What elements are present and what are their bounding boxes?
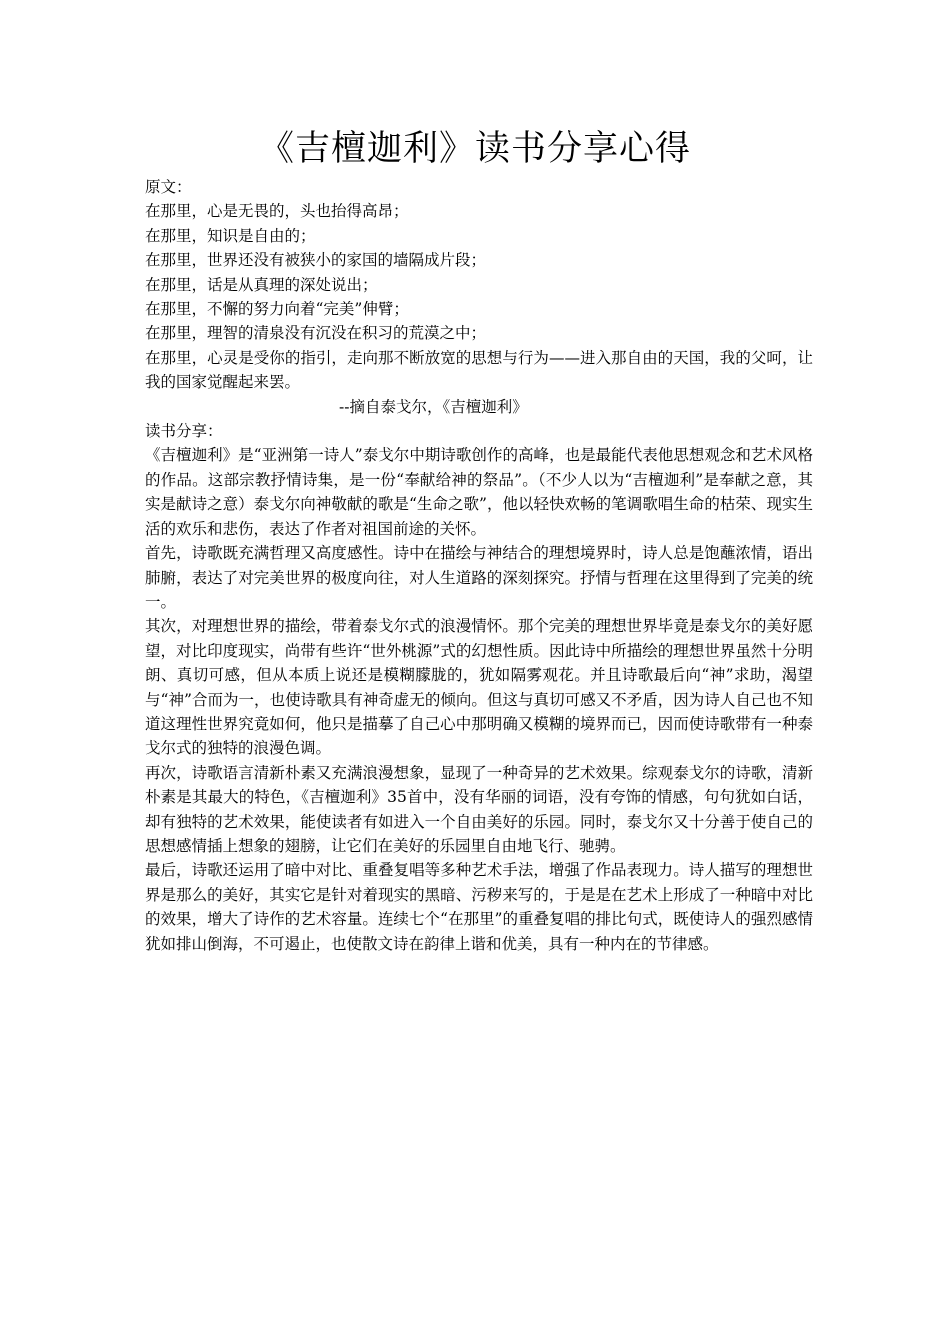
- share-heading: 读书分享：: [145, 422, 223, 441]
- share-paragraph: 再次，诗歌语言清新朴素又充满浪漫想象，显现了一种奇异的艺术效果。综观泰戈尔的诗歌，清新朴素是其最大的特色，《吉檀迦利》35首中，没有华丽的词语，没有夸饰的情感，句句犹如白话，却有独特的艺术效果，能使读者有如进入一个自由美好的乐园。同时，泰戈尔又十分善于使自己的思想感情插上想象的翅膀，让它们在美好的乐园里自由地飞行、驰骋。: [145, 763, 813, 855]
- poem-line: 在那里，话是从真理的深处说出；: [145, 275, 378, 294]
- share-paragraph: 《吉檀迦利》是“亚洲第一诗人”泰戈尔中期诗歌创作的高峰，也是最能代表他思想观念和艺术风格的作品。这部宗教抒情诗集，是一份“奉献给神的祭品”。（不少人以为“吉檀迦利”是奉献之意，其实是献诗之意）泰戈尔向神敬献的歌是“生命之歌”，他以轻快欢畅的笔调歌唱生命的枯荣、现实生活的欢乐和悲伤，表达了作者对祖国前途的关怀。: [145, 446, 813, 538]
- share-paragraph: 其次，对理想世界的描绘，带着泰戈尔式的浪漫情怀。那个完美的理想世界毕竟是泰戈尔的美好愿望，对比印度现实，尚带有些许“世外桃源”式的幻想性质。因此诗中所描绘的理想世界虽然十分明朗、真切可感，但从本质上说还是模糊朦胧的，犹如隔雾观花。并且诗歌最后向“神”求助，渴望与“神”合而为一，也使诗歌具有神奇虚无的倾向。但这与真切可感又不矛盾，因为诗人自己也不知道这理性世界究竟如何，他只是描摹了自己心中那明确又模糊的境界而已，因而使诗歌带有一种泰戈尔式的独特的浪漫色调。: [145, 617, 813, 758]
- poem-line: 在那里，知识是自由的；: [145, 226, 316, 245]
- poem-line: 在那里，不懈的努力向着“完美”伸臂；: [145, 300, 409, 319]
- poem-line: 在那里，心灵是受你的指引，走向那不断放宽的思想与行为——进入那自由的天国，我的父呵，让我的国家觉醒起来罢。: [145, 348, 813, 392]
- share-paragraph: 首先，诗歌既充满哲理又高度感性。诗中在描绘与神结合的理想境界时，诗人总是饱蘸浓情，语出肺腑，表达了对完美世界的极度向往，对人生道路的深刻探究。抒情与哲理在这里得到了完美的统一。: [145, 544, 813, 611]
- source-citation: --摘自泰戈尔，《吉檀迦利》: [339, 397, 528, 416]
- share-paragraph: 最后，诗歌还运用了暗中对比、重叠复唱等多种艺术手法，增强了作品表现力。诗人描写的理想世界是那么的美好，其实它是针对着现实的黑暗、污秽来写的，于是是在艺术上形成了一种暗中对比的效果，增大了诗作的艺术容量。连续七个“在那里”的重叠复唱的排比句式，既使诗人的强烈感情犹如排山倒海，不可遏止，也使散文诗在韵律上谐和优美，具有一种内在的节律感。: [145, 861, 813, 953]
- poem-line: 在那里，心是无畏的，头也抬得高昂；: [145, 202, 409, 221]
- document-title: 《吉檀迦利》读书分享心得: [258, 129, 691, 169]
- document-body: [145, 175, 813, 956]
- poem-line: 在那里，世界还没有被狭小的家国的墙隔成片段；: [145, 251, 487, 270]
- original-heading: 原文：: [145, 178, 192, 196]
- poem-line: 在那里，理智的清泉没有沉没在积习的荒漠之中；: [145, 324, 487, 343]
